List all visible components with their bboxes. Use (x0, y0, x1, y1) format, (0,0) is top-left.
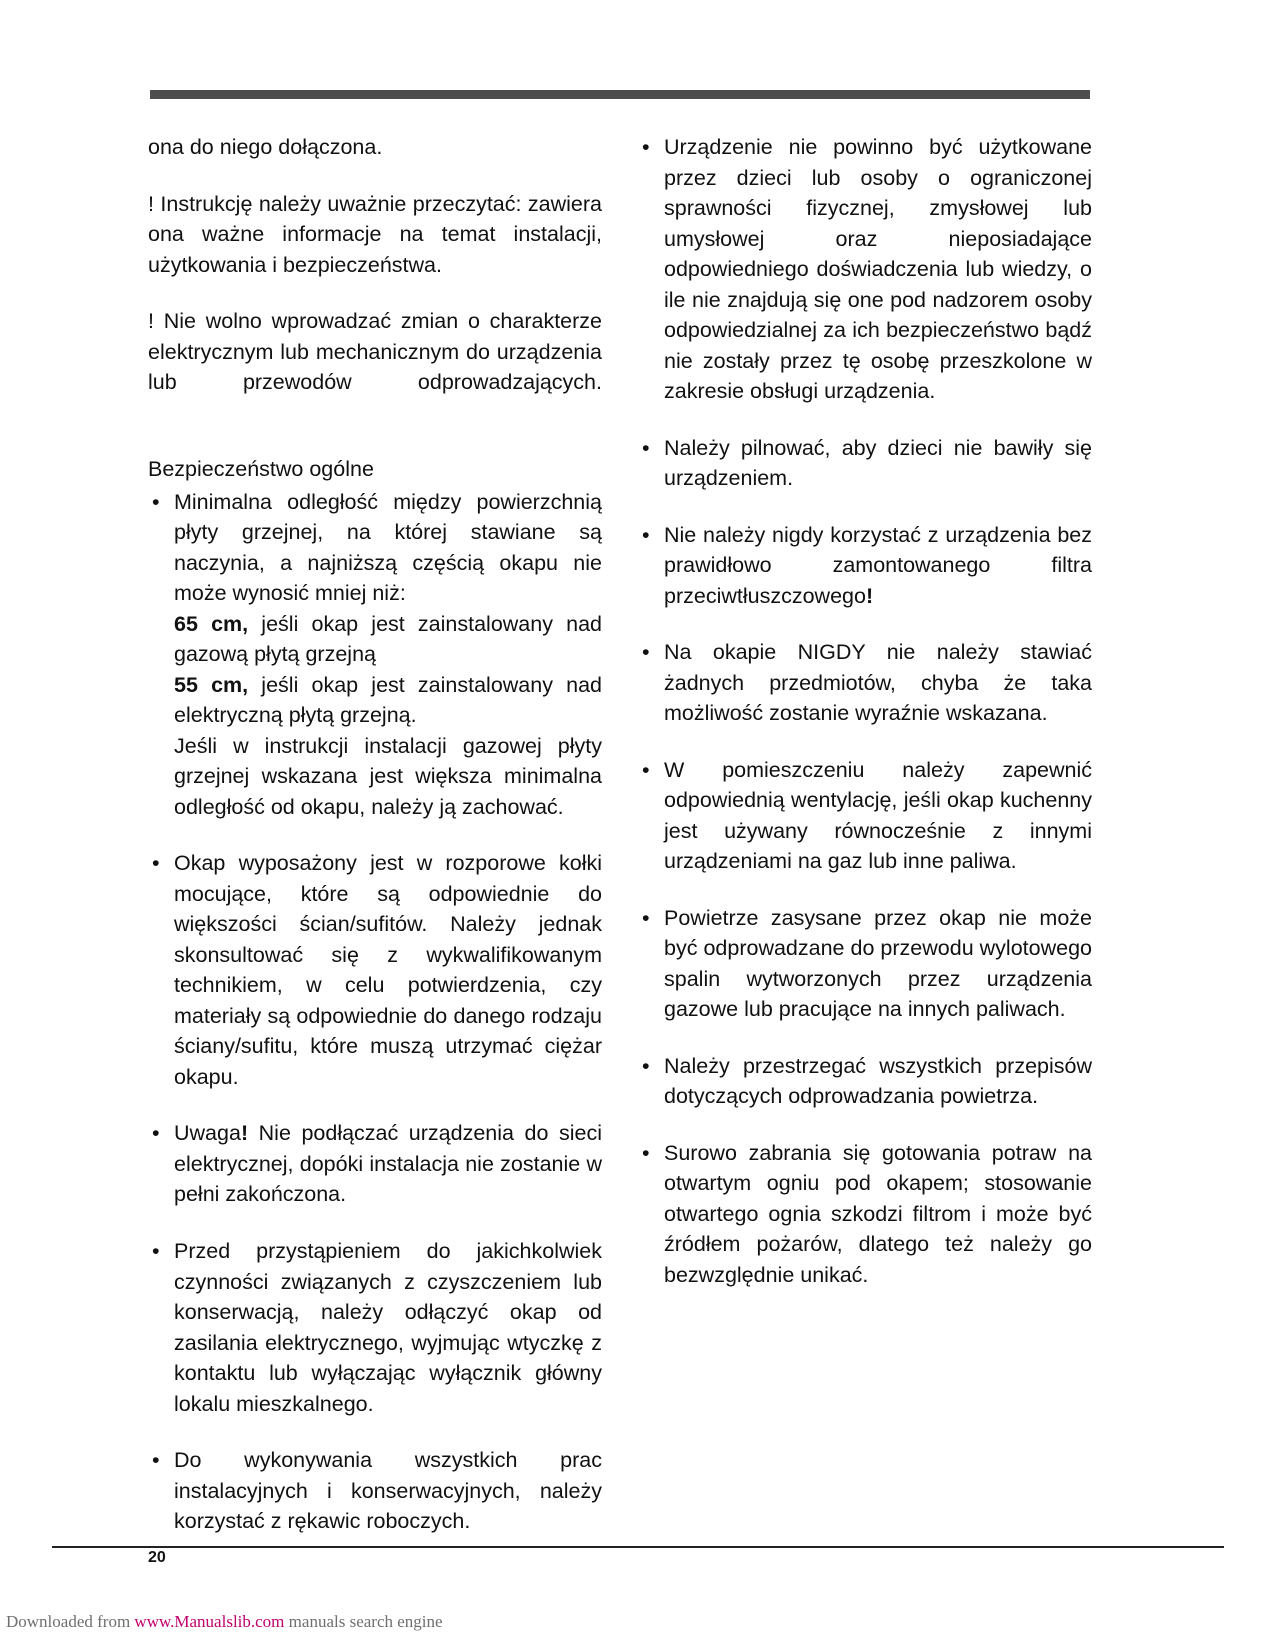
measure-55cm: 55 cm, (174, 672, 249, 697)
list-item (638, 755, 1092, 877)
measure-65cm-text: jeśli okap jest zainstalowany nad gazową płytą grzejną (174, 611, 603, 667)
two-column-body (148, 132, 1092, 1537)
bullet-text: Okap wyposażony jest w rozporowe kołki mocujące, które są odpowiednie do większości ścian/sufitów. Należy jednak skonsultować się z wykwalifikowanym technikiem, w celu potwierdzenia, czy materiały są odpowiednie do danego rodzaju ściany/sufitu, które muszą utrzymać ciężar okapu. (174, 851, 602, 1089)
list-item (638, 520, 1092, 612)
bullet-text: Na okapie NIGDY nie należy stawiać żadnych przedmiotów, chyba że taka możliwość zostanie wyraźnie wskazana. (664, 640, 1092, 726)
footer-suffix: manuals search engine (284, 1612, 443, 1631)
list-item (638, 132, 1092, 407)
left-bullet-list (148, 487, 602, 1537)
bullet-text: Surowo zabrania się gotowania potraw na otwartym ogniu pod okapem; stosowanie otwartego ognia szkodzi filtrom i może być źródłem pożarów, dlatego też należy go bezwzględnie unikać. (664, 1140, 1092, 1287)
exclamation-mark: ! (240, 1121, 249, 1146)
bullet-text: Przed przystąpieniem do jakichkolwiek czynności związanych z czyszczeniem lub konserwacją, należy odłączyć okap od zasilania elektrycznego, wyjmując wtyczkę z kontaktu lub wyłączając wyłącznik główny lokalu mieszkalnego. (174, 1238, 602, 1416)
list-item (148, 1445, 602, 1537)
list-item (148, 848, 602, 1092)
right-column (638, 132, 1092, 1291)
page-number: 20 (148, 1549, 166, 1566)
footer-prefix: Downloaded from (6, 1612, 135, 1631)
bullet-text: Urządzenie nie powinno być użytkowane przez dzieci lub osoby o ograniczonej sprawności fizycznej, zmysłowej lub umysłowej oraz nieposiadające odpowiedniego doświadczenia lub wiedzy, o ile nie znajdują się one pod nadzorem osoby odpowiedzialnej za ich bezpieczeństwo bądź nie zostały przez tę osobę przeszkolone w zakresie obsługi urządzenia. (664, 135, 1092, 404)
measure-65cm: 65 cm, (174, 611, 249, 636)
bullet-lead-text: Minimalna odległość między powierzchnią płyty grzejnej, na której stawiane są naczynia, a najniższą częścią okapu nie może wynosić mniej niż: (174, 489, 602, 606)
left-column (148, 132, 602, 1537)
bullet-text: Należy przestrzegać wszystkich przepisów dotyczących odprowadzania powietrza. (664, 1053, 1092, 1109)
bullet-text: Należy pilnować, aby dzieci nie bawiły się urządzeniem. (664, 435, 1092, 491)
right-bullet-list (638, 132, 1092, 1291)
bullet-text: Powietrze zasysane przez okap nie może być odprowadzane do przewodu wylotowego spalin wytworzonych przez urządzenia gazowe lub pracujące na innych paliwach. (664, 905, 1092, 1022)
list-item (148, 487, 602, 823)
bullet-text: Nie podłączać urządzenia do sieci elektrycznej, dopóki instalacja nie zostanie w pełni zakończona. (174, 1121, 602, 1207)
warning-paragraph-1: ! Instrukcję należy uważnie przeczytać: zawiera ona ważne informacje na temat instalacji, użytkowania i bezpieczeństwa. (148, 191, 602, 277)
section-heading-general-safety: Bezpieczeństwo ogólne (148, 457, 374, 482)
bullet-prefix: Uwaga (174, 1121, 241, 1146)
list-item (148, 1118, 602, 1210)
list-item (638, 637, 1092, 729)
footer-rule (52, 1546, 1224, 1548)
bullet-text: Do wykonywania wszystkich prac instalacyjnych i konserwacyjnych, należy korzystać z rękawic roboczych. (174, 1448, 602, 1534)
intro-paragraph: ona do niego dołączona. (148, 135, 383, 159)
manualslib-link[interactable]: www.Manualslib.com (134, 1612, 285, 1631)
bullet-text: Nie należy nigdy korzystać z urządzenia bez prawidłowo zamontowanego filtra przeciwtłuszczowego (664, 522, 1092, 608)
header-rule (150, 90, 1090, 99)
warning-paragraph-2: ! Nie wolno wprowadzać zmian o charakterze elektrycznym lub mechanicznym do urządzenia lub przewodów odprowadzających. (148, 309, 602, 395)
list-item (638, 903, 1092, 1025)
measure-55cm-text: jeśli okap jest zainstalowany nad elektryczną płytą grzejną. (174, 672, 603, 728)
list-item (638, 1051, 1092, 1112)
download-footer (6, 1612, 443, 1632)
list-item (638, 433, 1092, 494)
bullet-tail-text: Jeśli w instrukcji instalacji gazowej płyty grzejnej wskazana jest większa minimalna odległość od okapu, należy ją zachować. (174, 733, 602, 819)
bullet-text: W pomieszczeniu należy zapewnić odpowiednią wentylację, jeśli okap kuchenny jest używany równocześnie z innymi urządzeniami na gaz lub inne paliwa. (664, 757, 1092, 874)
list-item (148, 1236, 602, 1419)
list-item (638, 1138, 1092, 1291)
exclamation-mark: ! (865, 583, 874, 608)
